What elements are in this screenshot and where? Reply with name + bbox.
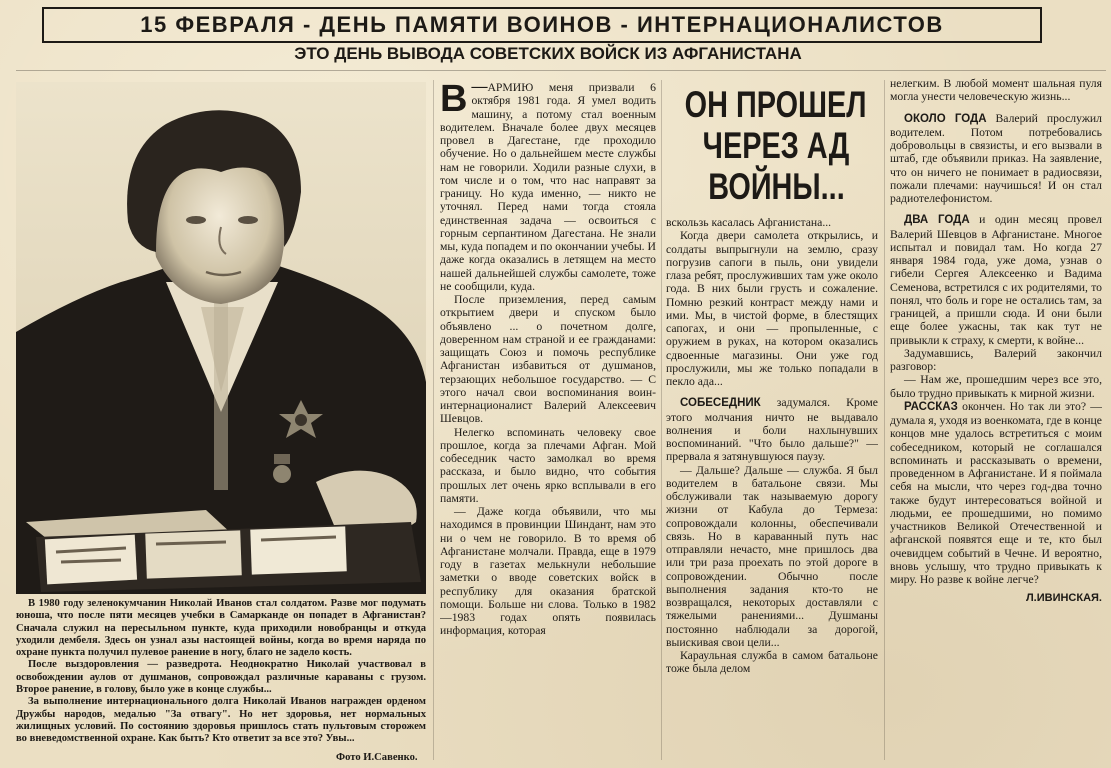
article-column-2 xyxy=(666,216,878,768)
divider-top xyxy=(16,70,1106,71)
drop-cap: В xyxy=(440,80,468,120)
article-text: задумался. Кроме этого молчания ничто не выдавало волнения и боли нахлынувших воспоминаний. "Что было дальше?" — прервала я затянувшуюся паузу. xyxy=(666,396,878,464)
title-line-3: ВОЙНЫ... xyxy=(707,165,845,207)
article-text: окончен. Но так ли это? — думала я, уходя из военкомата, где в конце концов мне удалось встретиться с моим собеседником, который не соглашался вспоминать и рассказывать о времени, проведенном в Афганистане. И я поймала себя на мысли, что через год-два точно также будут интересоваться войной и людьми, ее прошедшими, но помимо участников Великой Отечественной и афганской появятся еще и те, кто был очевидцем событий в Чечне. И вероятно, вновь услышу, что трудно привыкать к миру. Но разве к войне легче? xyxy=(890,399,1102,586)
column-divider-1 xyxy=(433,80,434,760)
caption-paragraph-3: За выполнение интернационального долга Николай Иванов награжден орденом Дружбы народов, медалью "За отвагу". Но нет здоровья, нет нормальных жилищных условий. По состоянию здоровья пришлось стать пультовым сторожем во вневедомственной охране. Как быть? Кто ответит за все это? Увы... xyxy=(16,696,426,745)
section-lead: ДВА ГОДА xyxy=(904,214,970,227)
article-text: АРМИЮ меня призвали 6 октября 1981 года. Я умел водить машину, а потому стал военным водителем. Вначале более двух месяцев провел в Дагестане, где проходило обучение. Но о дальнейшем месте службы нам не говорили. Ходили разные слухи, в том числе и о том, что нас направят за границу. Но куда именно, — никто не уточнял. Перед нами тогда стояла единственная задача — освоиться с горным серпантином Дагестана. Не знали мы, куда попадем и по окончании учебы. И даже когда оказались в летящем на место нашей дальнейшей службы самолете, тоже не сообщили, куда. xyxy=(440,81,656,293)
article-paragraph: Задумавшись, Валерий закончил разговор: xyxy=(890,346,1102,373)
column-divider-3 xyxy=(884,80,885,760)
section-lead: СОБЕСЕДНИК xyxy=(680,397,761,410)
section-lead: ОКОЛО ГОДА xyxy=(904,112,987,125)
section-lead: РАССКАЗ xyxy=(904,400,958,413)
article-paragraph: нелегким. В любой момент шальная пуля могла унести человеческую жизнь... xyxy=(890,77,1102,104)
article-paragraph xyxy=(890,213,1102,347)
caption-paragraph-2: После выздоровления — разведрота. Неоднократно Николай участвовал в освобождении аулов от душманов, сопровождал различные караваны с грузом. Второе ранение, в голову, было уже в конце службы... xyxy=(16,659,426,696)
headline: 15 ФЕВРАЛЯ - ДЕНЬ ПАМЯТИ ВОИНОВ - ИНТЕРНАЦИОНАЛИСТОВ xyxy=(140,12,944,37)
headline-box xyxy=(42,7,1042,43)
caption-paragraph-1: В 1980 году зеленокумчанин Николай Иванов стал солдатом. Разве мог подумать юноша, что после пяти месяцев учебки в Самарканде он попадет в Афганистан? Сначала служил на пересыльном пункте, куда приходили новобранцы и откуда уходили дембеля. Здесь он узнал азы настоящей войны, когда во время наряда по охране пункта получил пулевое ранение в ногу, благо не задело кость. xyxy=(16,598,426,659)
article-paragraph: После приземления, перед самым открытием двери и спуском было объявлено ... о почетном долге, доверенном нам страной и ее гражданами: защищать Союз и помочь республике Афганистан избавиться от душманов, терзающих небольшое государство. — С этого начал свои воспоминания воин-интернационалист Валерий Алексеевич Шевцов. xyxy=(440,293,656,426)
article-paragraph xyxy=(440,80,656,293)
article-paragraph: Нелегко вспоминать человеку свое прошлое, когда за плечами Афган. Мой собеседник часто замолкал во время рассказа, и было видно, что события прошлых лет очень ярко всплывали в его памяти. xyxy=(440,425,656,505)
article-text: Валерий прослужил водителем. Потом потребовались добровольцы в связисты, и его вызвали в штаб, где объявили приказ. На заявление, что он ничего не понимает в радиосвязи, пожали плечами: научишься! И он стал радиотелефонистом. xyxy=(890,111,1102,205)
photo-credit: Фото И.Савенко. xyxy=(336,752,418,763)
article-paragraph: Караульная служба в самом батальоне тоже была делом xyxy=(666,649,878,676)
photo-caption xyxy=(16,598,426,746)
article-paragraph: — Дальше? Дальше — служба. Я был водителем в батальоне связи. Мы обслуживали так называемую дорогу жизни от Кабула до Термеза: сопровождали колонны, обеспечивали связь. Но в караванный путь нас отправляли нечасто, мне пришлось два или три раза проехать по этой дороге в сопровождении. Обычно после выполнения задания кто-то не возвращался, некоторых доставляли с тяжелыми ранениями... Душманы постоянно наблюдали за дорогой, выискивая свои цели... xyxy=(666,463,878,649)
article-column-1 xyxy=(440,80,656,768)
article-paragraph: — Нам же, прошедшим через все это, было трудно привыкать к мирной жизни. xyxy=(890,373,1102,400)
subheadline: ЭТО ДЕНЬ ВЫВОДА СОВЕТСКИХ ВОЙСК ИЗ АФГАНИСТАНА xyxy=(294,44,802,63)
article-paragraph: Когда двери самолета открылись, и солдаты выпрыгнули на землю, сразу погрузив сапоги в пыль, они увидели глаза ребят, прослуживших там уже около года. В них были грусть и сожаление. Помню резкий контраст между нами и ими. Мы, в чистой форме, в блестящих сапогах, и они — пропыленные, с оружием в руках, на котором оказались сдвоенные магазины. Они уже год прослужили, мы же только попадали в пекло ада... xyxy=(666,229,878,388)
article-paragraph: — Даже когда объявили, что мы находимся в провинции Шиндант, нам это ни о чем не говорило. В то время об Афганистане молчали. Правда, еще в 1979 году в газетах мелькнули небольшие заметки о вводе советских войск в республику для оказания братской помощи. Больше ни слова. Только в 1982—1983 годах опять появилась информация, которая xyxy=(440,505,656,638)
title-line-1: ОН ПРОШЕЛ xyxy=(685,83,867,125)
article-text: и один месяц провел Валерий Шевцов в Афганистане. Многое испытал и повидал там. Но когда 27 января 1984 года, уже дома, узнав о гибели Сергея Алексеенко и Вадима Семенова, встретился с их родителями, то понял, что боль и горе не остались там, за границей, а пришли сюда. И они были еще более ужасны, так как тут не привыкли к страху, к смерти, к войне... xyxy=(890,213,1102,347)
article-column-3 xyxy=(890,77,1102,768)
article-paragraph xyxy=(666,396,878,463)
lead-dash: — xyxy=(471,80,488,95)
column-divider-2 xyxy=(661,80,662,760)
article-title xyxy=(672,78,880,212)
medal-icon xyxy=(273,454,291,483)
author-signature: Л.ИВИНСКАЯ. xyxy=(1025,592,1102,605)
article-paragraph: вскользь касалась Афганистана... xyxy=(666,216,832,229)
portrait-photo xyxy=(16,82,426,594)
article-paragraph xyxy=(890,112,1102,206)
title-line-2: ЧЕРЕЗ АД xyxy=(702,124,850,166)
article-paragraph xyxy=(890,400,1102,587)
